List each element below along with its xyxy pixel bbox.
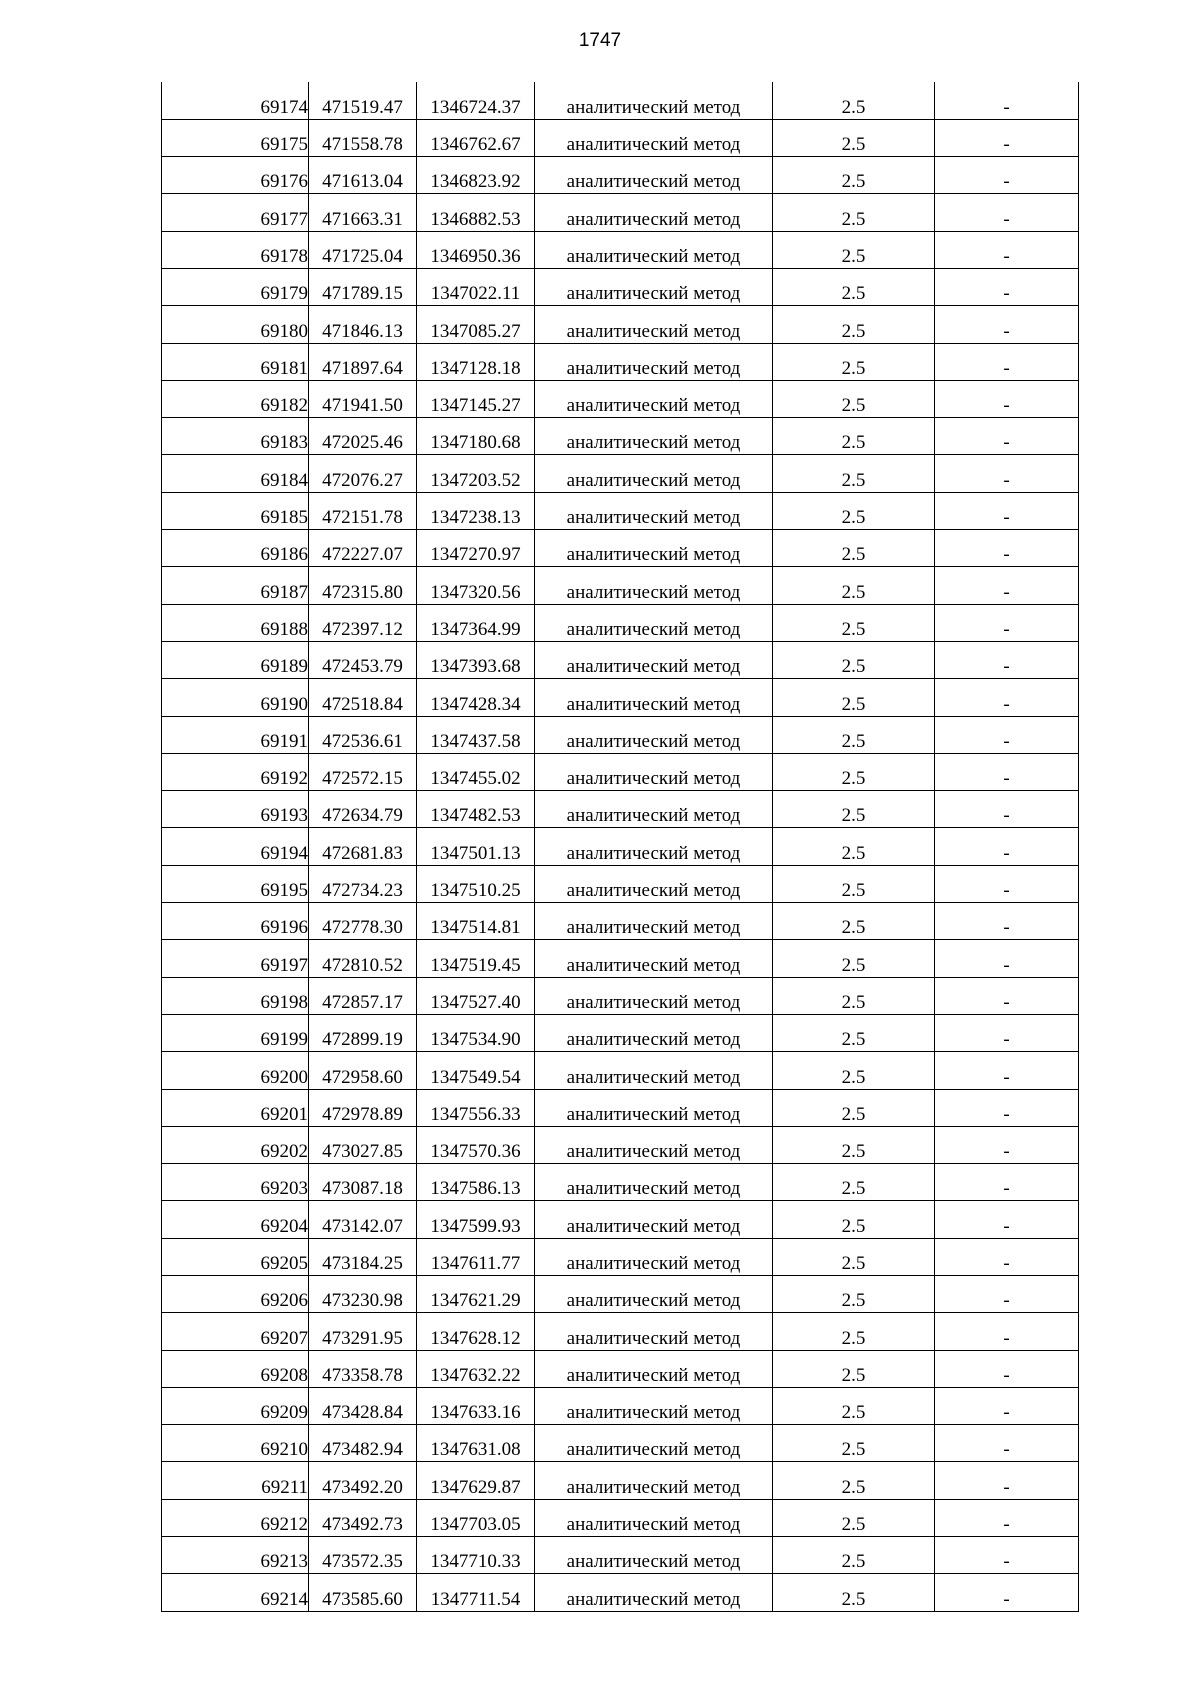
method-cell: аналитический метод [535,641,773,678]
method-cell: аналитический метод [535,604,773,641]
x-coordinate-cell: 473572.35 [309,1537,417,1574]
accuracy-cell: 2.5 [773,604,935,641]
x-coordinate-cell: 472151.78 [309,492,417,529]
accuracy-cell: 2.5 [773,903,935,940]
y-coordinate-cell: 1347631.08 [417,1425,535,1462]
x-coordinate-cell: 472857.17 [309,977,417,1014]
note-cell: - [935,1387,1079,1424]
table-row [162,1089,1079,1126]
accuracy-cell: 2.5 [773,1201,935,1238]
method-cell: аналитический метод [535,1164,773,1201]
coordinates-table [161,82,1079,1612]
table-row [162,753,1079,790]
y-coordinate-cell: 1347393.68 [417,641,535,678]
method-cell: аналитический метод [535,194,773,231]
y-coordinate-cell: 1347022.11 [417,268,535,305]
note-cell: - [935,455,1079,492]
x-coordinate-cell: 472025.46 [309,418,417,455]
note-cell: - [935,343,1079,380]
table-row [162,268,1079,305]
point-number-cell: 69183 [162,418,309,455]
accuracy-cell: 2.5 [773,1387,935,1424]
y-coordinate-cell: 1347180.68 [417,418,535,455]
note-cell: - [935,492,1079,529]
x-coordinate-cell: 473291.95 [309,1313,417,1350]
note-cell: - [935,157,1079,194]
table-row [162,455,1079,492]
point-number-cell: 69184 [162,455,309,492]
x-coordinate-cell: 472227.07 [309,530,417,567]
table-row [162,1499,1079,1536]
note-cell: - [935,679,1079,716]
y-coordinate-cell: 1346724.37 [417,82,535,119]
note-cell: - [935,977,1079,1014]
point-number-cell: 69203 [162,1164,309,1201]
point-number-cell: 69174 [162,82,309,119]
table-row [162,604,1079,641]
x-coordinate-cell: 473482.94 [309,1425,417,1462]
accuracy-cell: 2.5 [773,1499,935,1536]
accuracy-cell: 2.5 [773,119,935,156]
method-cell: аналитический метод [535,492,773,529]
x-coordinate-cell: 471941.50 [309,380,417,417]
y-coordinate-cell: 1347586.13 [417,1164,535,1201]
accuracy-cell: 2.5 [773,380,935,417]
x-coordinate-cell: 473428.84 [309,1387,417,1424]
point-number-cell: 69175 [162,119,309,156]
note-cell: - [935,791,1079,828]
point-number-cell: 69212 [162,1499,309,1536]
x-coordinate-cell: 473585.60 [309,1574,417,1611]
y-coordinate-cell: 1347320.56 [417,567,535,604]
point-number-cell: 69198 [162,977,309,1014]
accuracy-cell: 2.5 [773,1052,935,1089]
table-row [162,1126,1079,1163]
accuracy-cell: 2.5 [773,418,935,455]
method-cell: аналитический метод [535,157,773,194]
method-cell: аналитический метод [535,268,773,305]
x-coordinate-cell: 472681.83 [309,828,417,865]
table-row [162,343,1079,380]
table-row [162,1201,1079,1238]
y-coordinate-cell: 1347501.13 [417,828,535,865]
point-number-cell: 69207 [162,1313,309,1350]
x-coordinate-cell: 473087.18 [309,1164,417,1201]
point-number-cell: 69206 [162,1276,309,1313]
table-row [162,1574,1079,1611]
method-cell: аналитический метод [535,119,773,156]
point-number-cell: 69214 [162,1574,309,1611]
table-row [162,641,1079,678]
method-cell: аналитический метод [535,1425,773,1462]
x-coordinate-cell: 473492.20 [309,1462,417,1499]
point-number-cell: 69189 [162,641,309,678]
point-number-cell: 69195 [162,865,309,902]
note-cell: - [935,1462,1079,1499]
table-row [162,716,1079,753]
method-cell: аналитический метод [535,567,773,604]
table-row [162,865,1079,902]
y-coordinate-cell: 1346762.67 [417,119,535,156]
note-cell: - [935,1164,1079,1201]
y-coordinate-cell: 1347145.27 [417,380,535,417]
point-number-cell: 69200 [162,1052,309,1089]
accuracy-cell: 2.5 [773,1537,935,1574]
method-cell: аналитический метод [535,1276,773,1313]
method-cell: аналитический метод [535,1313,773,1350]
point-number-cell: 69202 [162,1126,309,1163]
x-coordinate-cell: 472315.80 [309,567,417,604]
method-cell: аналитический метод [535,1537,773,1574]
note-cell: - [935,231,1079,268]
point-number-cell: 69196 [162,903,309,940]
note-cell: - [935,753,1079,790]
y-coordinate-cell: 1347549.54 [417,1052,535,1089]
x-coordinate-cell: 473230.98 [309,1276,417,1313]
x-coordinate-cell: 472572.15 [309,753,417,790]
note-cell: - [935,418,1079,455]
table-row [162,1313,1079,1350]
method-cell: аналитический метод [535,1462,773,1499]
y-coordinate-cell: 1347710.33 [417,1537,535,1574]
x-coordinate-cell: 471613.04 [309,157,417,194]
x-coordinate-cell: 471558.78 [309,119,417,156]
table-row [162,903,1079,940]
table-row [162,157,1079,194]
method-cell: аналитический метод [535,343,773,380]
note-cell: - [935,1425,1079,1462]
y-coordinate-cell: 1347085.27 [417,306,535,343]
note-cell: - [935,1014,1079,1051]
accuracy-cell: 2.5 [773,306,935,343]
y-coordinate-cell: 1347703.05 [417,1499,535,1536]
note-cell: - [935,903,1079,940]
accuracy-cell: 2.5 [773,716,935,753]
y-coordinate-cell: 1347519.45 [417,940,535,977]
note-cell: - [935,1313,1079,1350]
note-cell: - [935,1089,1079,1126]
table-row [162,791,1079,828]
point-number-cell: 69205 [162,1238,309,1275]
note-cell: - [935,1574,1079,1611]
method-cell: аналитический метод [535,455,773,492]
method-cell: аналитический метод [535,306,773,343]
table-row [162,679,1079,716]
table-row [162,1462,1079,1499]
note-cell: - [935,1126,1079,1163]
method-cell: аналитический метод [535,82,773,119]
note-cell: - [935,716,1079,753]
table-row [162,1276,1079,1313]
table-row [162,380,1079,417]
y-coordinate-cell: 1347455.02 [417,753,535,790]
table-row [162,1537,1079,1574]
method-cell: аналитический метод [535,1499,773,1536]
note-cell: - [935,530,1079,567]
note-cell: - [935,641,1079,678]
table-body [162,82,1079,1611]
accuracy-cell: 2.5 [773,194,935,231]
x-coordinate-cell: 472453.79 [309,641,417,678]
table-row [162,530,1079,567]
point-number-cell: 69192 [162,753,309,790]
method-cell: аналитический метод [535,1574,773,1611]
x-coordinate-cell: 472899.19 [309,1014,417,1051]
y-coordinate-cell: 1347711.54 [417,1574,535,1611]
x-coordinate-cell: 472076.27 [309,455,417,492]
point-number-cell: 69176 [162,157,309,194]
y-coordinate-cell: 1347556.33 [417,1089,535,1126]
table-row [162,1238,1079,1275]
accuracy-cell: 2.5 [773,1425,935,1462]
method-cell: аналитический метод [535,1201,773,1238]
note-cell: - [935,194,1079,231]
point-number-cell: 69187 [162,567,309,604]
note-cell: - [935,1052,1079,1089]
accuracy-cell: 2.5 [773,1164,935,1201]
y-coordinate-cell: 1347270.97 [417,530,535,567]
point-number-cell: 69191 [162,716,309,753]
table-row [162,82,1079,119]
accuracy-cell: 2.5 [773,455,935,492]
x-coordinate-cell: 471846.13 [309,306,417,343]
accuracy-cell: 2.5 [773,343,935,380]
accuracy-cell: 2.5 [773,1089,935,1126]
table-row [162,977,1079,1014]
x-coordinate-cell: 473184.25 [309,1238,417,1275]
point-number-cell: 69185 [162,492,309,529]
accuracy-cell: 2.5 [773,865,935,902]
y-coordinate-cell: 1347599.93 [417,1201,535,1238]
y-coordinate-cell: 1347611.77 [417,1238,535,1275]
accuracy-cell: 2.5 [773,1276,935,1313]
method-cell: аналитический метод [535,530,773,567]
x-coordinate-cell: 472397.12 [309,604,417,641]
note-cell: - [935,1350,1079,1387]
y-coordinate-cell: 1347514.81 [417,903,535,940]
point-number-cell: 69182 [162,380,309,417]
accuracy-cell: 2.5 [773,157,935,194]
table-row [162,828,1079,865]
table-row [162,1350,1079,1387]
y-coordinate-cell: 1346950.36 [417,231,535,268]
accuracy-cell: 2.5 [773,492,935,529]
point-number-cell: 69213 [162,1537,309,1574]
accuracy-cell: 2.5 [773,567,935,604]
method-cell: аналитический метод [535,791,773,828]
accuracy-cell: 2.5 [773,231,935,268]
x-coordinate-cell: 473142.07 [309,1201,417,1238]
point-number-cell: 69186 [162,530,309,567]
method-cell: аналитический метод [535,753,773,790]
note-cell: - [935,567,1079,604]
method-cell: аналитический метод [535,1238,773,1275]
point-number-cell: 69179 [162,268,309,305]
y-coordinate-cell: 1347621.29 [417,1276,535,1313]
accuracy-cell: 2.5 [773,791,935,828]
y-coordinate-cell: 1346823.92 [417,157,535,194]
note-cell: - [935,1238,1079,1275]
note-cell: - [935,865,1079,902]
y-coordinate-cell: 1347437.58 [417,716,535,753]
table-row [162,567,1079,604]
y-coordinate-cell: 1347570.36 [417,1126,535,1163]
method-cell: аналитический метод [535,1387,773,1424]
note-cell: - [935,380,1079,417]
point-number-cell: 69188 [162,604,309,641]
y-coordinate-cell: 1347510.25 [417,865,535,902]
x-coordinate-cell: 473358.78 [309,1350,417,1387]
y-coordinate-cell: 1347632.22 [417,1350,535,1387]
accuracy-cell: 2.5 [773,679,935,716]
x-coordinate-cell: 472958.60 [309,1052,417,1089]
x-coordinate-cell: 473027.85 [309,1126,417,1163]
accuracy-cell: 2.5 [773,940,935,977]
x-coordinate-cell: 471789.15 [309,268,417,305]
x-coordinate-cell: 472634.79 [309,791,417,828]
point-number-cell: 69209 [162,1387,309,1424]
table-row [162,231,1079,268]
accuracy-cell: 2.5 [773,753,935,790]
point-number-cell: 69199 [162,1014,309,1051]
accuracy-cell: 2.5 [773,1126,935,1163]
y-coordinate-cell: 1347428.34 [417,679,535,716]
x-coordinate-cell: 471897.64 [309,343,417,380]
method-cell: аналитический метод [535,977,773,1014]
note-cell: - [935,604,1079,641]
note-cell: - [935,828,1079,865]
method-cell: аналитический метод [535,1350,773,1387]
y-coordinate-cell: 1347628.12 [417,1313,535,1350]
x-coordinate-cell: 472810.52 [309,940,417,977]
point-number-cell: 69210 [162,1425,309,1462]
note-cell: - [935,82,1079,119]
table-row [162,306,1079,343]
table-row [162,1387,1079,1424]
note-cell: - [935,1499,1079,1536]
method-cell: аналитический метод [535,1052,773,1089]
accuracy-cell: 2.5 [773,1014,935,1051]
y-coordinate-cell: 1347534.90 [417,1014,535,1051]
point-number-cell: 69181 [162,343,309,380]
accuracy-cell: 2.5 [773,1313,935,1350]
point-number-cell: 69211 [162,1462,309,1499]
y-coordinate-cell: 1347364.99 [417,604,535,641]
method-cell: аналитический метод [535,828,773,865]
y-coordinate-cell: 1347527.40 [417,977,535,1014]
x-coordinate-cell: 472978.89 [309,1089,417,1126]
table-row [162,418,1079,455]
method-cell: аналитический метод [535,380,773,417]
point-number-cell: 69193 [162,791,309,828]
point-number-cell: 69204 [162,1201,309,1238]
x-coordinate-cell: 472518.84 [309,679,417,716]
accuracy-cell: 2.5 [773,1574,935,1611]
x-coordinate-cell: 472778.30 [309,903,417,940]
accuracy-cell: 2.5 [773,977,935,1014]
point-number-cell: 69177 [162,194,309,231]
point-number-cell: 69208 [162,1350,309,1387]
table-row [162,194,1079,231]
method-cell: аналитический метод [535,231,773,268]
y-coordinate-cell: 1347238.13 [417,492,535,529]
y-coordinate-cell: 1347482.53 [417,791,535,828]
accuracy-cell: 2.5 [773,1462,935,1499]
accuracy-cell: 2.5 [773,530,935,567]
note-cell: - [935,119,1079,156]
method-cell: аналитический метод [535,716,773,753]
note-cell: - [935,268,1079,305]
x-coordinate-cell: 473492.73 [309,1499,417,1536]
note-cell: - [935,1276,1079,1313]
point-number-cell: 69194 [162,828,309,865]
accuracy-cell: 2.5 [773,82,935,119]
note-cell: - [935,1201,1079,1238]
table-row [162,1164,1079,1201]
accuracy-cell: 2.5 [773,1238,935,1275]
accuracy-cell: 2.5 [773,641,935,678]
x-coordinate-cell: 472734.23 [309,865,417,902]
table-row [162,119,1079,156]
point-number-cell: 69197 [162,940,309,977]
page-number: 1747 [578,30,622,51]
method-cell: аналитический метод [535,679,773,716]
table-row [162,1014,1079,1051]
table-row [162,492,1079,529]
note-cell: - [935,1537,1079,1574]
point-number-cell: 69190 [162,679,309,716]
x-coordinate-cell: 471519.47 [309,82,417,119]
accuracy-cell: 2.5 [773,1350,935,1387]
x-coordinate-cell: 471725.04 [309,231,417,268]
point-number-cell: 69178 [162,231,309,268]
point-number-cell: 69180 [162,306,309,343]
accuracy-cell: 2.5 [773,828,935,865]
x-coordinate-cell: 472536.61 [309,716,417,753]
note-cell: - [935,306,1079,343]
y-coordinate-cell: 1347128.18 [417,343,535,380]
method-cell: аналитический метод [535,1089,773,1126]
method-cell: аналитический метод [535,940,773,977]
table-row [162,940,1079,977]
note-cell: - [935,940,1079,977]
method-cell: аналитический метод [535,418,773,455]
y-coordinate-cell: 1347629.87 [417,1462,535,1499]
point-number-cell: 69201 [162,1089,309,1126]
method-cell: аналитический метод [535,865,773,902]
x-coordinate-cell: 471663.31 [309,194,417,231]
y-coordinate-cell: 1347633.16 [417,1387,535,1424]
method-cell: аналитический метод [535,1126,773,1163]
method-cell: аналитический метод [535,903,773,940]
table-row [162,1425,1079,1462]
method-cell: аналитический метод [535,1014,773,1051]
accuracy-cell: 2.5 [773,268,935,305]
table-row [162,1052,1079,1089]
y-coordinate-cell: 1347203.52 [417,455,535,492]
y-coordinate-cell: 1346882.53 [417,194,535,231]
